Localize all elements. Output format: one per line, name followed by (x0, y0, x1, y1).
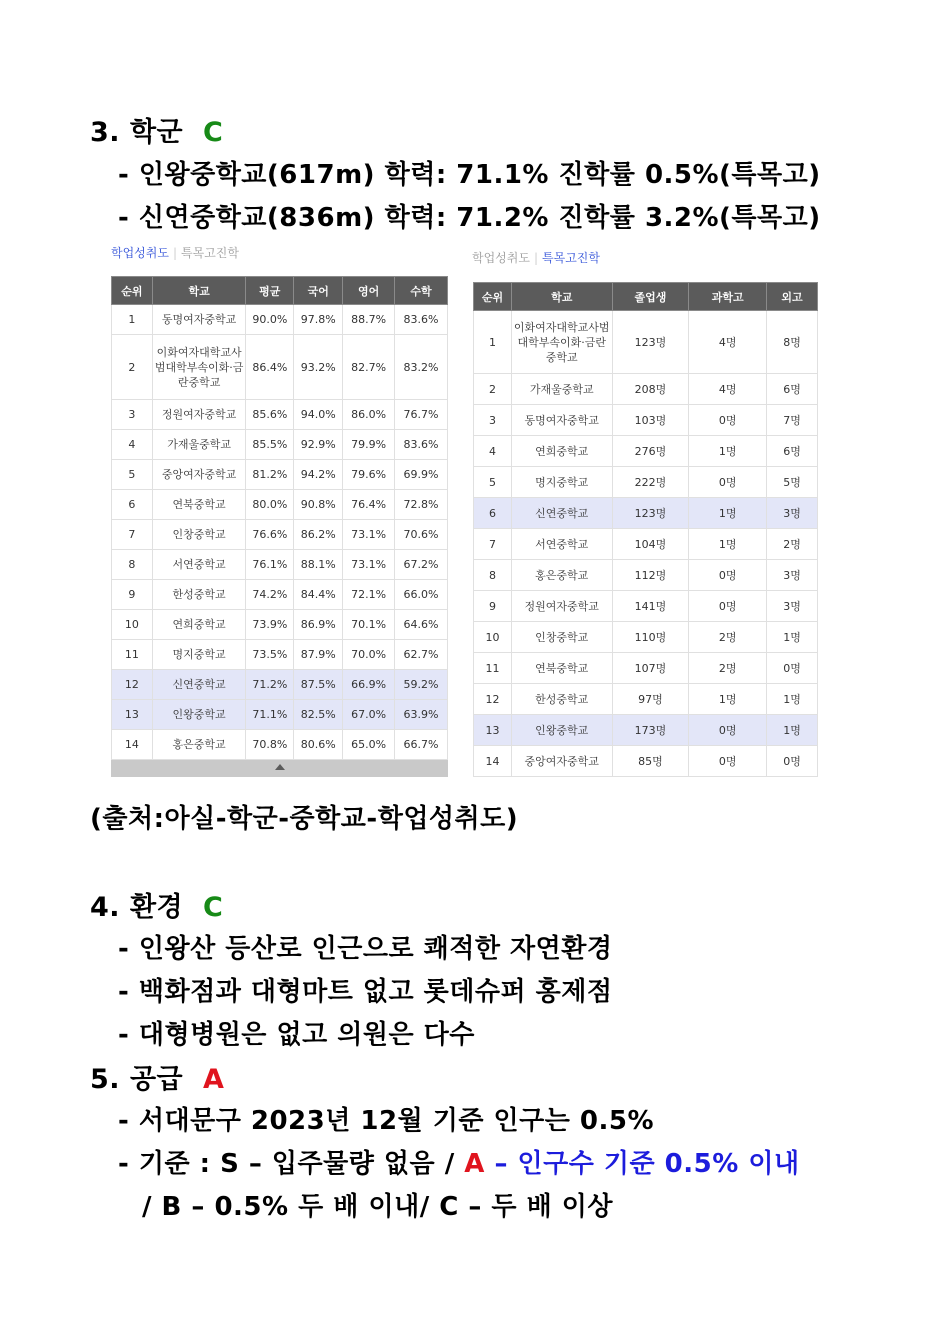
section5-title: 5. 공급 (90, 1064, 184, 1095)
rank-cell: 1 (474, 311, 512, 374)
school-cell: 인창중학교 (152, 520, 246, 550)
avg-cell: 90.0% (246, 305, 294, 335)
math-cell: 83.2% (395, 335, 448, 400)
table-row (474, 374, 818, 405)
rank-cell: 9 (474, 591, 512, 622)
foreign-lang-cell: 0명 (767, 653, 818, 684)
eng-cell: 70.0% (343, 640, 395, 670)
rank-cell: 10 (474, 622, 512, 653)
scroll-up-arrow-icon[interactable] (275, 764, 285, 770)
school-cell: 가재울중학교 (152, 430, 246, 460)
col-header-school: 학교 (152, 277, 246, 305)
table-row (112, 305, 448, 335)
avg-cell: 85.6% (246, 400, 294, 430)
science-cell: 0명 (689, 591, 767, 622)
eng-cell: 70.1% (343, 610, 395, 640)
avg-cell: 80.0% (246, 490, 294, 520)
rank-cell: 8 (474, 560, 512, 591)
section4-bullet-2: - 백화점과 대형마트 없고 롯데슈퍼 홍제점 (118, 977, 613, 1007)
school-cell: 연희중학교 (511, 436, 612, 467)
section3-bullet-1: - 인왕중학교(617m) 학력: 71.1% 진학률 0.5%(특목고) (118, 160, 821, 190)
school-cell: 한성중학교 (152, 580, 246, 610)
table-row (474, 622, 818, 653)
math-cell: 67.2% (395, 550, 448, 580)
avg-cell: 76.1% (246, 550, 294, 580)
math-cell: 66.7% (395, 730, 448, 760)
rank-cell: 5 (474, 467, 512, 498)
avg-cell: 86.4% (246, 335, 294, 400)
foreign-lang-cell: 7명 (767, 405, 818, 436)
kor-cell: 86.2% (294, 520, 343, 550)
eng-cell: 66.9% (343, 670, 395, 700)
math-cell: 83.6% (395, 305, 448, 335)
foreign-lang-cell: 6명 (767, 436, 818, 467)
rank-cell: 9 (112, 580, 153, 610)
foreign-lang-cell: 3명 (767, 591, 818, 622)
foreign-lang-cell: 1명 (767, 622, 818, 653)
rank-cell: 4 (474, 436, 512, 467)
table-row-highlighted (112, 700, 448, 730)
school-cell: 서연중학교 (511, 529, 612, 560)
school-cell: 동명여자중학교 (152, 305, 246, 335)
table-row (474, 311, 818, 374)
table-row (112, 520, 448, 550)
eng-cell: 73.1% (343, 550, 395, 580)
section3-grade: C (203, 117, 224, 148)
rank-cell: 5 (112, 460, 153, 490)
table-row (112, 730, 448, 760)
table-row (474, 405, 818, 436)
section4-title: 4. 환경 (90, 892, 184, 923)
school-cell: 인왕중학교 (511, 715, 612, 746)
avg-cell: 76.6% (246, 520, 294, 550)
kor-cell: 93.2% (294, 335, 343, 400)
school-cell: 연북중학교 (511, 653, 612, 684)
school-cell: 인창중학교 (511, 622, 612, 653)
school-cell: 신연중학교 (511, 498, 612, 529)
table-row (474, 591, 818, 622)
school-cell: 서연중학교 (152, 550, 246, 580)
math-cell: 70.6% (395, 520, 448, 550)
tab-academic[interactable]: 학업성취도 (111, 246, 169, 260)
graduates-cell: 173명 (612, 715, 689, 746)
col-header-science-hs: 과학고 (689, 283, 767, 311)
math-cell: 83.6% (395, 430, 448, 460)
rank-cell: 3 (112, 400, 153, 430)
tab-special-school[interactable]: 특목고진학 (542, 251, 600, 265)
table-row (474, 560, 818, 591)
criteria-dash: – (484, 1149, 518, 1179)
section5-bullet-2-continued: / B – 0.5% 두 배 이내/ C – 두 배 이상 (142, 1192, 613, 1222)
science-cell: 4명 (689, 374, 767, 405)
math-cell: 72.8% (395, 490, 448, 520)
rank-cell: 7 (474, 529, 512, 560)
table-row (474, 436, 818, 467)
section4-bullet-3: - 대형병원은 없고 의원은 다수 (118, 1020, 475, 1050)
kor-cell: 90.8% (294, 490, 343, 520)
kor-cell: 97.8% (294, 305, 343, 335)
math-cell: 59.2% (395, 670, 448, 700)
school-cell: 이화여자대학교사범대학부속이화·금란중학교 (511, 311, 612, 374)
school-cell: 인왕중학교 (152, 700, 246, 730)
eng-cell: 76.4% (343, 490, 395, 520)
rank-cell: 13 (474, 715, 512, 746)
graduates-cell: 123명 (612, 311, 689, 374)
section5-heading (90, 1057, 224, 1096)
science-cell: 0명 (689, 715, 767, 746)
rank-cell: 11 (112, 640, 153, 670)
science-cell: 1명 (689, 436, 767, 467)
math-cell: 66.0% (395, 580, 448, 610)
tab-academic[interactable]: 학업성취도 (472, 251, 530, 265)
section5-grade: A (203, 1064, 225, 1095)
foreign-lang-cell: 2명 (767, 529, 818, 560)
school-cell: 신연중학교 (152, 670, 246, 700)
avg-cell: 71.2% (246, 670, 294, 700)
rank-cell: 2 (474, 374, 512, 405)
math-cell: 62.7% (395, 640, 448, 670)
science-cell: 2명 (689, 622, 767, 653)
foreign-lang-cell: 5명 (767, 467, 818, 498)
science-cell: 1명 (689, 684, 767, 715)
eng-cell: 67.0% (343, 700, 395, 730)
kor-cell: 92.9% (294, 430, 343, 460)
math-cell: 76.7% (395, 400, 448, 430)
col-header-korean: 국어 (294, 277, 343, 305)
graduates-cell: 85명 (612, 746, 689, 777)
school-cell: 이화여자대학교사범대학부속이화·금란중학교 (152, 335, 246, 400)
table-row (112, 490, 448, 520)
col-header-average: 평균 (246, 277, 294, 305)
foreign-lang-cell: 1명 (767, 684, 818, 715)
rank-cell: 10 (112, 610, 153, 640)
table-row (112, 460, 448, 490)
avg-cell: 85.5% (246, 430, 294, 460)
graduates-cell: 141명 (612, 591, 689, 622)
graduates-cell: 276명 (612, 436, 689, 467)
eng-cell: 79.9% (343, 430, 395, 460)
avg-cell: 81.2% (246, 460, 294, 490)
foreign-lang-cell: 1명 (767, 715, 818, 746)
eng-cell: 86.0% (343, 400, 395, 430)
graduates-cell: 112명 (612, 560, 689, 591)
table-row (112, 335, 448, 400)
avg-cell: 70.8% (246, 730, 294, 760)
foreign-lang-cell: 3명 (767, 498, 818, 529)
section4-grade: C (203, 892, 224, 923)
table-row-highlighted (474, 715, 818, 746)
math-cell: 64.6% (395, 610, 448, 640)
school-cell: 한성중학교 (511, 684, 612, 715)
avg-cell: 71.1% (246, 700, 294, 730)
table-row (112, 550, 448, 580)
academic-achievement-table (111, 276, 448, 760)
rank-cell: 1 (112, 305, 153, 335)
rank-cell: 12 (112, 670, 153, 700)
col-header-rank: 순위 (112, 277, 153, 305)
col-header-math: 수학 (395, 277, 448, 305)
school-cell: 연북중학교 (152, 490, 246, 520)
col-header-rank: 순위 (474, 283, 512, 311)
rank-cell: 3 (474, 405, 512, 436)
table-row (112, 580, 448, 610)
foreign-lang-cell: 3명 (767, 560, 818, 591)
section4-bullet-1: - 인왕산 등산로 인근으로 쾌적한 자연환경 (118, 934, 613, 964)
eng-cell: 88.7% (343, 305, 395, 335)
section5-bullet-2 (118, 1143, 800, 1180)
science-cell: 1명 (689, 498, 767, 529)
kor-cell: 87.9% (294, 640, 343, 670)
criteria-prefix: - 기준 : S – 입주물량 없음 / (118, 1149, 465, 1179)
section3-title: 3. 학군 (90, 117, 184, 148)
school-cell: 가재울중학교 (511, 374, 612, 405)
source-note: (출처:아실-학군-중학교-학업성취도) (90, 804, 519, 834)
science-cell: 4명 (689, 311, 767, 374)
left-panel-tabs: 학업성취도 | 특목고진학 (111, 246, 239, 260)
table-row-highlighted (112, 670, 448, 700)
school-cell: 중앙여자중학교 (511, 746, 612, 777)
graduates-cell: 103명 (612, 405, 689, 436)
rank-cell: 4 (112, 430, 153, 460)
graduates-cell: 110명 (612, 622, 689, 653)
table-row (112, 430, 448, 460)
col-header-foreign-lang-hs: 외고 (767, 283, 818, 311)
school-cell: 명지중학교 (511, 467, 612, 498)
kor-cell: 86.9% (294, 610, 343, 640)
rank-cell: 14 (112, 730, 153, 760)
eng-cell: 73.1% (343, 520, 395, 550)
math-cell: 63.9% (395, 700, 448, 730)
science-cell: 0명 (689, 405, 767, 436)
graduates-cell: 123명 (612, 498, 689, 529)
table-row-highlighted (474, 498, 818, 529)
rank-cell: 13 (112, 700, 153, 730)
avg-cell: 73.5% (246, 640, 294, 670)
rank-cell: 6 (112, 490, 153, 520)
rank-cell: 7 (112, 520, 153, 550)
graduates-cell: 104명 (612, 529, 689, 560)
school-cell: 중앙여자중학교 (152, 460, 246, 490)
right-panel-tabs: 학업성취도 | 특목고진학 (472, 251, 600, 265)
rank-cell: 11 (474, 653, 512, 684)
school-cell: 정원여자중학교 (511, 591, 612, 622)
avg-cell: 74.2% (246, 580, 294, 610)
section3-heading (90, 110, 223, 149)
school-cell: 홍은중학교 (511, 560, 612, 591)
avg-cell: 73.9% (246, 610, 294, 640)
school-cell: 동명여자중학교 (511, 405, 612, 436)
rank-cell: 2 (112, 335, 153, 400)
school-cell: 명지중학교 (152, 640, 246, 670)
criteria-grade-a: A (464, 1149, 485, 1179)
school-cell: 연희중학교 (152, 610, 246, 640)
table-row (112, 610, 448, 640)
table-row (474, 529, 818, 560)
rank-cell: 12 (474, 684, 512, 715)
col-header-school: 학교 (511, 283, 612, 311)
foreign-lang-cell: 6명 (767, 374, 818, 405)
special-school-admission-table (473, 282, 818, 777)
tab-special-school[interactable]: 특목고진학 (181, 246, 239, 260)
table-row (474, 467, 818, 498)
section3-bullet-2: - 신연중학교(836m) 학력: 71.2% 진학률 3.2%(특목고) (118, 203, 821, 233)
table-row (474, 746, 818, 777)
math-cell: 69.9% (395, 460, 448, 490)
kor-cell: 88.1% (294, 550, 343, 580)
rank-cell: 14 (474, 746, 512, 777)
foreign-lang-cell: 0명 (767, 746, 818, 777)
school-cell: 정원여자중학교 (152, 400, 246, 430)
table-row (474, 653, 818, 684)
kor-cell: 87.5% (294, 670, 343, 700)
section5-bullet-1: - 서대문구 2023년 12월 기준 인구는 0.5% (118, 1106, 655, 1136)
eng-cell: 82.7% (343, 335, 395, 400)
col-header-graduates: 졸업생 (612, 283, 689, 311)
science-cell: 0명 (689, 467, 767, 498)
kor-cell: 82.5% (294, 700, 343, 730)
school-cell: 홍은중학교 (152, 730, 246, 760)
graduates-cell: 107명 (612, 653, 689, 684)
graduates-cell: 97명 (612, 684, 689, 715)
kor-cell: 94.2% (294, 460, 343, 490)
foreign-lang-cell: 8명 (767, 311, 818, 374)
criteria-highlight: 인구수 기준 0.5% 이내 (517, 1149, 800, 1179)
col-header-english: 영어 (343, 277, 395, 305)
eng-cell: 79.6% (343, 460, 395, 490)
eng-cell: 65.0% (343, 730, 395, 760)
science-cell: 1명 (689, 529, 767, 560)
table-row (112, 640, 448, 670)
graduates-cell: 222명 (612, 467, 689, 498)
kor-cell: 94.0% (294, 400, 343, 430)
table-row (112, 400, 448, 430)
table-row (474, 684, 818, 715)
science-cell: 0명 (689, 560, 767, 591)
graduates-cell: 208명 (612, 374, 689, 405)
kor-cell: 84.4% (294, 580, 343, 610)
kor-cell: 80.6% (294, 730, 343, 760)
horizontal-scrollbar[interactable] (111, 760, 448, 777)
section4-heading (90, 885, 223, 924)
science-cell: 2명 (689, 653, 767, 684)
science-cell: 0명 (689, 746, 767, 777)
rank-cell: 6 (474, 498, 512, 529)
eng-cell: 72.1% (343, 580, 395, 610)
rank-cell: 8 (112, 550, 153, 580)
